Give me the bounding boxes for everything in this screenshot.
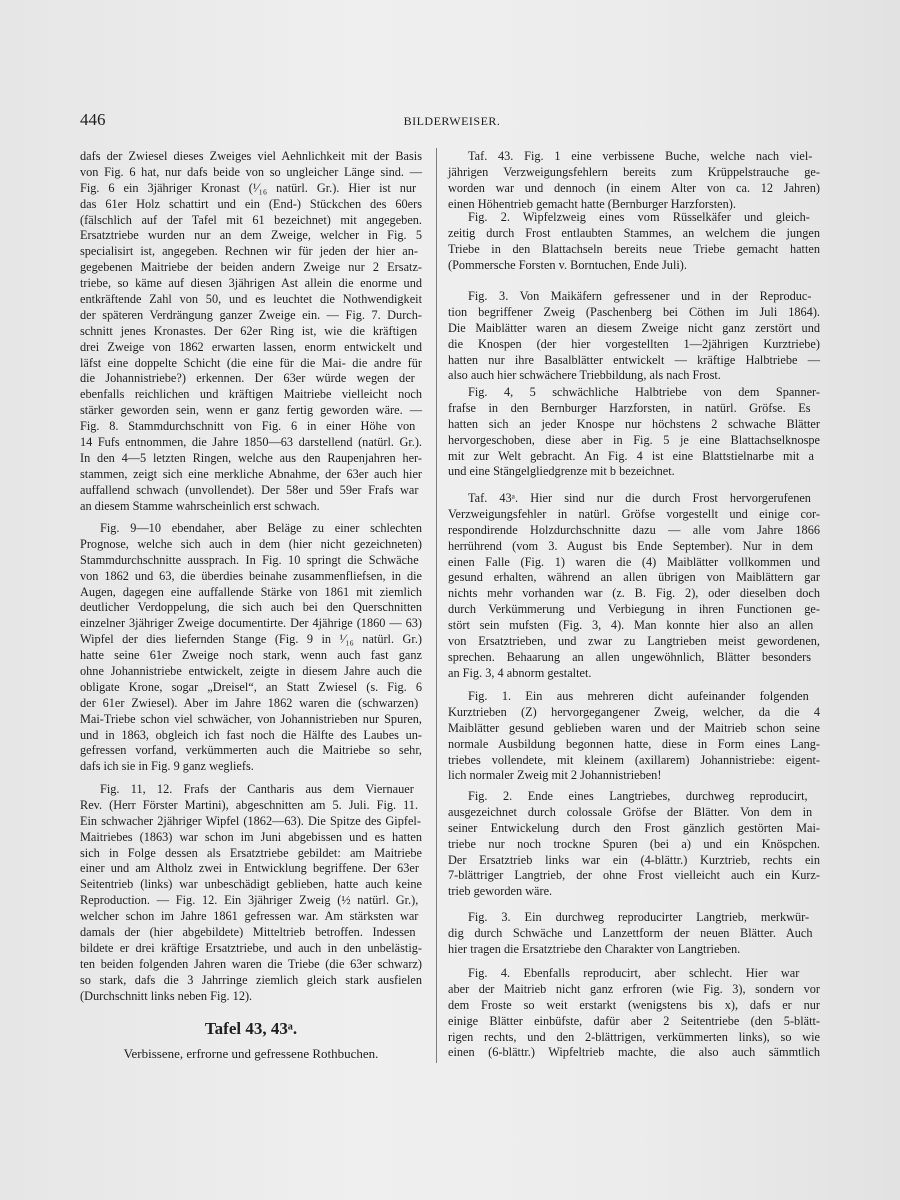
text-line-content: entkräftende Zahl von 50, und es leuchtet die Nothwendigkeit [80,292,422,307]
text-line [80,814,422,830]
text-line-content: gesund erhalten, während an allen übrigen von Maiblättern gar [448,570,820,585]
text-line-content: mit zur Welt gebracht. An Fig. 4 ist eine Blattstielnarbe mit a [448,448,814,463]
text-line-content: 7-blättriger Langtrieb, der ohne Frost vielleicht auch ein Kurz- [448,868,820,883]
text-line-content: einer und am Altholz zwei in Entwicklung begriffene. Der 63er [80,861,419,876]
text-line-content: seiner Entwickelung durch den Frost gänzlich gestörten Mai- [448,820,820,835]
text-line-content: einen (6-blättr.) Wipfeltrieb machte, die also auch sämmtlich [448,1045,820,1060]
text-line [80,830,422,846]
text-line-content: In den 4—5 letzten Ringen, welche aus den Raupenjahren her- [80,450,422,465]
text-line-content: hier tragen die Ersatztriebe den Charakter von Langtrieben. [448,941,741,956]
paragraph [80,782,422,1004]
text-line [448,1014,820,1030]
text-line-content: nichts mehr vorhanden war (z. B. Fig. 2), oder dieselben doch [448,586,820,601]
text-line [448,942,820,958]
text-line-content: sprechen. Behaarung an allen ungewöhnlich, Blätter besonders [448,649,812,664]
text-line [80,743,422,759]
text-line [448,242,820,258]
text-line [448,385,820,401]
text-line [80,499,422,515]
text-line-content: respondirende Holzdurchschnitte dazu — alle vom Jahre 1866 [448,522,820,537]
text-line-content: ohne Johannistriebe entwickelt, zeigte in diesem Jahre auch die [80,664,422,679]
text-line [80,632,422,648]
text-line [448,650,820,666]
text-line [80,165,422,181]
paragraph [448,910,820,958]
text-line-content: das 61er Holz schattirt und ein (End-) Stückchen des 60ers [80,196,422,211]
text-line-content: von Fig. 6 hat, nur dafs beide von so ungleicher Länge sind. — [80,164,422,179]
text-line [448,789,820,805]
text-line [80,893,422,909]
text-line [448,321,820,337]
text-line [80,435,422,451]
text-line-content: Fig. 4. Ebenfalls reproducirt, aber schlecht. Hier war [468,966,800,980]
text-line [448,853,820,869]
text-line [448,353,820,369]
text-line [448,258,820,274]
text-line [80,941,422,957]
text-line-content: dafs der Zwiesel dieses Zweiges viel Aehnlichkeit mit der Basis [80,149,422,163]
text-line [80,149,422,165]
text-line-content: ten beiden folgenden Jahren waren die Triebe (die 63er schwarz) [80,956,422,971]
text-line [448,433,820,449]
paragraph [448,385,820,480]
text-line [80,728,422,744]
text-line-content: lich normaler Zweig mit 2 Johannistrieben! [448,768,662,783]
text-line-content: Taf. 43ᵃ. Hier sind nur die durch Frost hervorgerufenen [468,491,811,505]
text-line-content: dafs ich sie in Fig. 9 ganz wegliefs. [80,759,254,774]
text-line-content: Stammdurchschnitte aussprach. In Fig. 10 springt die Schwäche [80,552,419,567]
text-line [448,401,820,417]
text-line [80,648,422,664]
text-line-content: triebe nur noch trockne Spuren (bei a) und ein Knöspchen. [448,836,820,851]
text-line [448,570,820,586]
text-line-content: der 61er Zwiesel). Aber im Jahre 1862 waren die (schwarzen) [80,695,419,710]
text-line-content: specialisirt ist, angegeben. Rechnen wir für jeden der hier an- [80,244,419,259]
text-line [448,821,820,837]
text-line [80,521,422,537]
text-line-content: einen Höhentrieb gemacht hatte (Bernburger Harzforsten). [448,196,736,211]
text-line [448,507,820,523]
section-heading: Tafel 43, 43ᵃ. [204,1019,298,1038]
text-line [80,782,422,798]
text-line-content: Maiblätter gesund geblieben waren und der Maitrieb schon seine [448,720,820,735]
text-line-content: Fig. 6 ein 3jähriger Kronast (¹⁄₁₆ natürl. Gr.). Hier ist nur [80,180,417,195]
text-line-content: so stark, dafs die 3 Jahrringe ziemlich gleich stark ausfielen [80,972,422,987]
text-line-content: einen Falle (Fig. 1) waren die (4) Maiblätter vollkommen und [448,554,820,569]
text-line [80,276,422,292]
text-line-content: die Knospen (der hier vorgestellten 1—2jährigen Kurztriebe) [448,336,820,351]
text-line-content: (fälschlich auf der Tafel mit 61 bezeichnet) mit angegeben. [80,212,422,227]
text-line-content: auffallend schwach (unvollendet). Der 58er und 59er Frafs war [80,482,419,497]
paragraph [448,789,820,900]
text-line-content: jährigen Verzweigungsfehlern bereits zum Krüppelstrauche ge- [448,164,820,179]
text-line [80,600,422,616]
text-line [80,419,422,435]
text-line-content: einige Blätter einbüfste, dafür aber 2 Seitentriebe (den 5-blätt- [448,1013,820,1028]
text-line [80,403,422,419]
text-line [448,966,820,982]
text-line-content: rigen rechts, und den 2-blättrigen, verkümmerten links), so wie [448,1029,820,1044]
text-line-content: tion begriffener Zweig (Paschenberg bei Cöthen im Juli 1864). [448,304,820,319]
text-line-content: stört sein mufsten (Fig. 3, 4). Man konnte hier also an allen [448,618,814,633]
text-line-content: Fig. 3. Von Maikäfern gefressener und in der Reproduc- [468,289,812,303]
text-line-content: einzelner 3jähriger Zweige documentirte. Der 4jährige (1860 — 63) [80,616,422,631]
text-line-content: (Durchschnitt links neben Fig. 12). [80,988,253,1003]
text-line [448,768,820,784]
text-line-content: Fig. 3. Ein durchweg reproducirter Langtrieb, merkwür- [468,910,810,924]
text-line-content: Taf. 43. Fig. 1 eine verbissene Buche, welche nach viel- [468,149,813,163]
text-line [448,305,820,321]
text-line-content: von Ersatztrieben, und zwar zu Langtrieben meist gewordenen, [448,634,820,649]
text-line-content: trieb geworden wäre. [448,884,553,899]
text-line [448,210,820,226]
text-line-content: stammen, zeigt sich eine merkliche Abnahme, der 63er auch hier [80,466,422,481]
text-line-content: gefressen vorfand, verkümmerten auch die Maitriebe so sehr, [80,743,422,758]
text-line-content: Fig. 11, 12. Frafs der Cantharis aus dem Viernauer [100,782,414,796]
section-subtitle: Verbissene, erfrorne und gefressene Rothbuchen. [123,1046,379,1061]
paragraph [80,521,422,775]
text-line-content: durch Verkümmerung und Verbiegung in ihren Functionen ge- [448,602,820,617]
text-line-content: und eine Stängelgliedgrenze mit b bezeichnet. [448,464,675,479]
text-line [80,877,422,893]
text-line [448,837,820,853]
text-line [80,324,422,340]
text-line [80,553,422,569]
text-line [80,680,422,696]
paragraph [448,210,820,274]
text-line [448,449,820,465]
text-line-content: Triebe in den Blattachseln bereits neue Triebe gemacht hatten [448,241,820,256]
text-line-content: hatte seine 61er Zweige noch stark, wenn auch fast ganz [80,648,422,663]
text-line [448,226,820,242]
text-line [448,539,820,555]
text-line [448,149,820,165]
text-line [448,368,820,384]
paragraph [448,289,820,384]
text-line [448,602,820,618]
text-line-content: hatten nur ihre Basalblätter entwickelt — kräftige Halbtriebe — [448,352,820,367]
text-line [448,721,820,737]
text-line-content: Fig. 9—10 ebendaher, aber Beläge zu einer schlechten [100,521,422,535]
text-line-content: der späteren Verdrängung ganzer Zweige ein. — Fig. 7. Durch- [80,307,422,322]
text-line [448,805,820,821]
text-line [80,925,422,941]
text-line [80,712,422,728]
text-line [80,537,422,553]
text-line [80,228,422,244]
paragraph [80,149,422,514]
text-line [80,664,422,680]
text-line [448,1045,820,1061]
text-line-content: sich in Folge dessen als Ersatztriebe gebildet: am Maitriebe [80,845,422,860]
text-line [448,491,820,507]
text-line [448,523,820,539]
text-line-content: deutlicher Verdoppelung, die sich auch bei den Querschnitten [80,600,422,615]
text-line [448,618,820,634]
text-line [80,616,422,632]
text-line [448,884,820,900]
text-line-content: welcher schon im Jahre 1861 gefressen war. Am stärksten war [80,909,419,924]
text-line-content: frafse in den Bernburger Harzforsten, in natürl. Gröfse. Es [448,400,811,415]
text-line-content: an Fig. 3, 4 abnorm gestaltet. [448,665,592,680]
text-line-content: drei Zweige von 1862 erwarten lassen, enorm entwickelt und [80,339,422,354]
paragraph [448,491,820,682]
text-line-content: zeitig durch Frost entlaubten Stammes, an welchem die jungen [448,225,820,240]
text-line-content: stärker geworden sein, wenn er ganz fertig geworden wäre. — [80,403,422,418]
text-line-content: Verzweigungsfehler in natürl. Gröfse vorgestellt und einige cor- [448,506,820,521]
text-line [80,292,422,308]
text-line [448,417,820,433]
text-line [448,555,820,571]
text-line-content: ebenfalls reichlichen und kräftigen Maitriebe vielleicht noch [80,387,422,402]
text-line [448,926,820,942]
text-line [448,337,820,353]
text-line-content: aber der Maitrieb nicht ganz erfroren (wie Fig. 3), sondern vor [448,981,820,996]
page-number: 446 [80,110,106,129]
text-line-content: hervorgeschoben, diese aber in Fig. 5 je eine Blattachselknospe [448,432,820,447]
text-line-content: Maitriebes (1863) war schon im Juni abgebissen und es hatten [80,829,422,844]
text-line-content: damals der (hier abgebildete) Mitteltrieb betroffen. Indessen [80,925,416,940]
text-line [80,989,422,1005]
text-line [448,998,820,1014]
text-line-content: Augen, dagegen eine auffallende Stärke von 1861 mit ziemlich [80,584,422,599]
text-line [448,464,820,480]
text-line-content: Wipfel der dies liefernden Stange (Fig. 9 in ¹⁄₁₆ natürl. Gr.) [80,632,422,647]
text-line [80,759,422,775]
text-line-content: Fig. 2. Wipfelzweig eines vom Rüsselkäfer und gleich- [468,210,810,224]
text-line-content: Mai-Triebe schon viel schwächer, von Johannistrieben nur Spuren, [80,711,422,726]
text-line-content: worden war und dennoch (in einem Alter von ca. 12 Jahren) [448,180,820,195]
text-line [448,634,820,650]
paragraph [448,689,820,784]
text-line [448,181,820,197]
text-line-content: obligate Krone, sogar „Dreisel“, an Statt Zwiesel (s. Fig. 6 [80,679,422,694]
text-line-content: Ein schwacher 2jähriger Wipfel (1862—63). Die Spitze des Gipfel- [80,813,421,828]
text-line [448,868,820,884]
text-line-content: gegebenen Maitriebe der beiden andern Zweige nur 2 Ersatz- [80,260,422,275]
text-line [80,569,422,585]
text-line [80,846,422,862]
text-line [448,586,820,602]
text-line [448,982,820,998]
text-line-content: Die Maiblätter waren an diesem Zweige nicht ganz zerstört und [448,320,820,335]
text-line [80,260,422,276]
running-title: BILDERWEISER. [403,114,501,128]
text-line [80,213,422,229]
text-line-content: Prognose, welche sich auch in dem (hier nicht gezeichneten) [80,536,422,551]
text-line [80,973,422,989]
text-line-content: Rev. (Herr Förster Martini), abgeschnitten am 5. Juli. Fig. 11. [80,797,419,812]
text-line [448,910,820,926]
text-line [80,181,422,197]
text-line-content: Fig. 4, 5 schwächliche Halbtriebe von dem Spanner- [468,385,820,399]
text-line-content: Fig. 1. Ein aus mehreren dicht aufeinander folgenden [468,689,809,703]
text-line [448,753,820,769]
text-line [80,371,422,387]
text-line [448,1030,820,1046]
text-line-content: bildete er drei kräftige Ersatztriebe, und auch in den unbelästig- [80,940,422,955]
text-line [448,666,820,682]
text-line [448,165,820,181]
text-line-content: triebes vollendete, mit kleinem (axillarem) Johannistriebe: eigent- [448,752,820,767]
text-line-content: von 1862 und 63, die überdies beinahe zusammenfliefsen, in die [80,568,422,583]
paragraph [448,966,820,1061]
text-line [80,909,422,925]
text-line [448,289,820,305]
text-line [80,861,422,877]
text-line [448,705,820,721]
text-line [80,244,422,260]
text-line-content: normale Ausbildung begonnen hatte, diese in Form eines Lang- [448,736,820,751]
text-line-content: läfst eine doppelte Schicht (die eine für die Mai- die andre für [80,355,422,370]
text-line-content: hatten sich an jeder Knospe nur höchstens 2 schwache Blätter [448,416,820,431]
text-line-content: Der Ersatztrieb links war ein (4-blättr.) Kurztrieb, rechts ein [448,852,820,867]
text-line-content: dig durch Schwäche und Lanzettform der neuen Blätter. Auch [448,925,813,940]
text-line [80,467,422,483]
text-line [448,737,820,753]
text-line [80,308,422,324]
text-line-content: Reproduction. — Fig. 12. Ein 3jähriger Zweig (½ natürl. Gr.), [80,893,419,908]
text-line-content: und in 1863, obgleich ich fast noch die Hälfte des Laubes un- [80,727,422,742]
text-line-content: dem Froste so weit erstarkt (wenigstens bis x), dafs er nur [448,997,820,1012]
text-line [80,585,422,601]
text-line [80,451,422,467]
text-line-content: triebe, so käme auf diesen 3jährigen Ast allein die enorme und [80,276,422,291]
text-line [80,957,422,973]
text-line [80,340,422,356]
text-line [80,696,422,712]
text-line-content: Fig. 2. Ende eines Langtriebes, durchweg reproducirt, [468,789,808,803]
text-line [80,197,422,213]
column-divider [436,148,437,1063]
text-line-content: ausgezeichnet durch colossale Gröfse der Blätter. Von dem in [448,804,813,819]
text-line-content: Ersatztriebe wurden nur an dem Zweige, welcher in Fig. 5 [80,228,422,243]
text-line-content: an diesem Stamme wahrscheinlich erst schwach. [80,498,320,513]
text-line-content: 14 Fufs entnommen, die Jahre 1850—63 darstellend (natürl. Gr.). [80,435,422,450]
text-line [80,798,422,814]
text-line [80,387,422,403]
text-line [448,689,820,705]
text-line-content: herrührend (vom 3. August bis Ende September). Nur in dem [448,538,813,553]
text-line-content: die Johannistriebe?) erkennen. Der 63er würde wegen der [80,371,415,386]
text-line [80,483,422,499]
text-line-content: (Pommersche Forsten v. Borntuchen, Ende Juli). [448,257,687,272]
text-line-content: Seitentrieb (links) war unbeschädigt geblieben, hatte auch keine [80,877,422,892]
text-line-content: Fig. 8. Stammdurchschnitt von Fig. 6 in einer Höhe von [80,419,416,434]
text-line-content: also auch hier schwächere Triebbildung, als nach Frost. [448,368,721,383]
text-line-content: schnitt jenes Kronastes. Der 62er Ring ist, wie die kräftigen [80,323,418,338]
text-line-content: Kurztrieben (Z) hervorgegangener Zweig, welcher, da die 4 [448,704,820,719]
paragraph [448,149,820,213]
text-line [80,356,422,372]
